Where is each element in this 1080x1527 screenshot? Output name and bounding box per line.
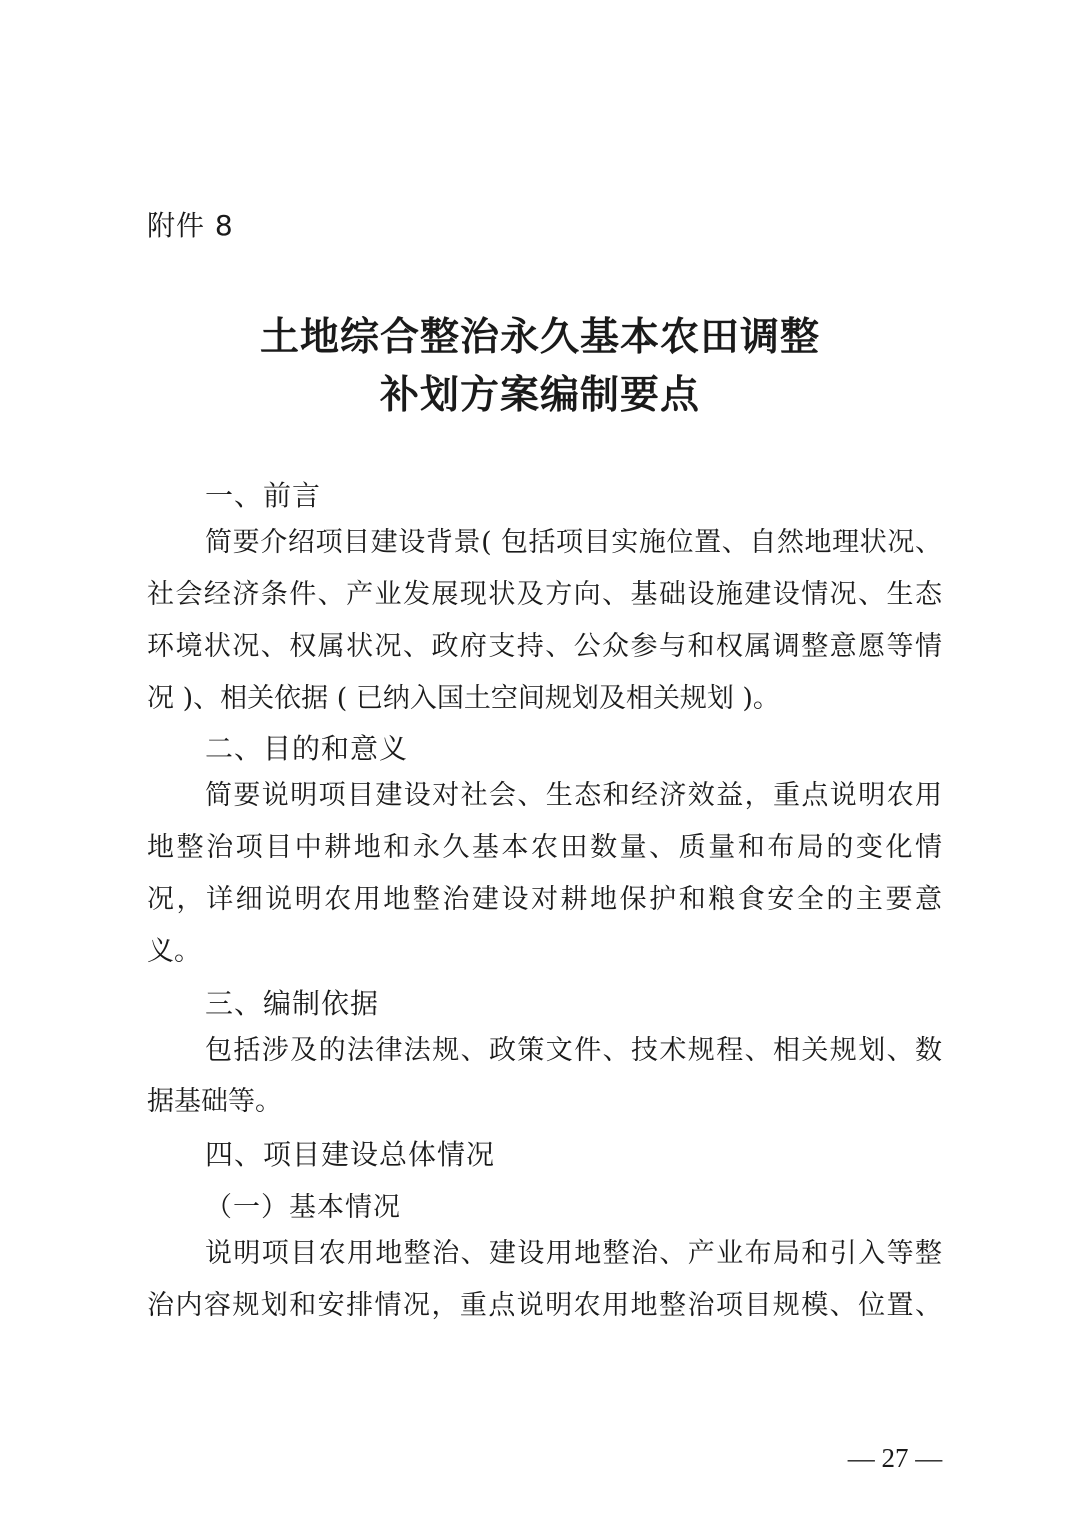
- paragraph-line: 地整治项目中耕地和永久基本农田数量、质量和布局的变化情: [147, 832, 942, 863]
- paragraph-line: 包括涉及的法律法规、政策文件、技术规程、相关规划、数: [205, 1035, 942, 1066]
- paragraph-line: 据基础等。: [147, 1086, 282, 1117]
- document-title-line-2: 补划方案编制要点: [379, 372, 700, 418]
- paragraph-line: 简要介绍项目建设背景( 包括项目实施位置、自然地理状况、: [205, 527, 942, 558]
- paragraph-line: 简要说明项目建设对社会、生态和经济效益，重点说明农用: [205, 780, 942, 811]
- section-heading-preface: 一、前言: [205, 479, 322, 512]
- paragraph-line: 况，详细说明农用地整治建设对耕地保护和粮食安全的主要意: [147, 884, 942, 915]
- subsection-heading-basic-info: （一）基本情况: [205, 1192, 401, 1223]
- document-title-line-1: 土地综合整治永久基本农田调整: [259, 314, 820, 360]
- section-heading-basis: 三、编制依据: [205, 987, 380, 1020]
- paragraph-line: 义。: [147, 936, 201, 967]
- attachment-label: 附件 8: [147, 209, 234, 242]
- section-heading-overview: 四、项目建设总体情况: [205, 1138, 496, 1171]
- paragraph-line: 治内容规划和安排情况，重点说明农用地整治项目规模、位置、: [147, 1290, 942, 1321]
- paragraph-line: 环境状况、权属状况、政府支持、公众参与和权属调整意愿等情: [147, 631, 942, 662]
- paragraph-line: 社会经济条件、产业发展现状及方向、基础设施建设情况、生态: [147, 579, 942, 610]
- paragraph-line: 说明项目农用地整治、建设用地整治、产业布局和引入等整: [205, 1238, 942, 1269]
- paragraph-line: 况 )、相关依据 ( 已纳入国土空间规划及相关规划 )。: [147, 683, 780, 714]
- section-heading-purpose: 二、目的和意义: [205, 732, 409, 765]
- page-number: — 27 —: [847, 1443, 943, 1473]
